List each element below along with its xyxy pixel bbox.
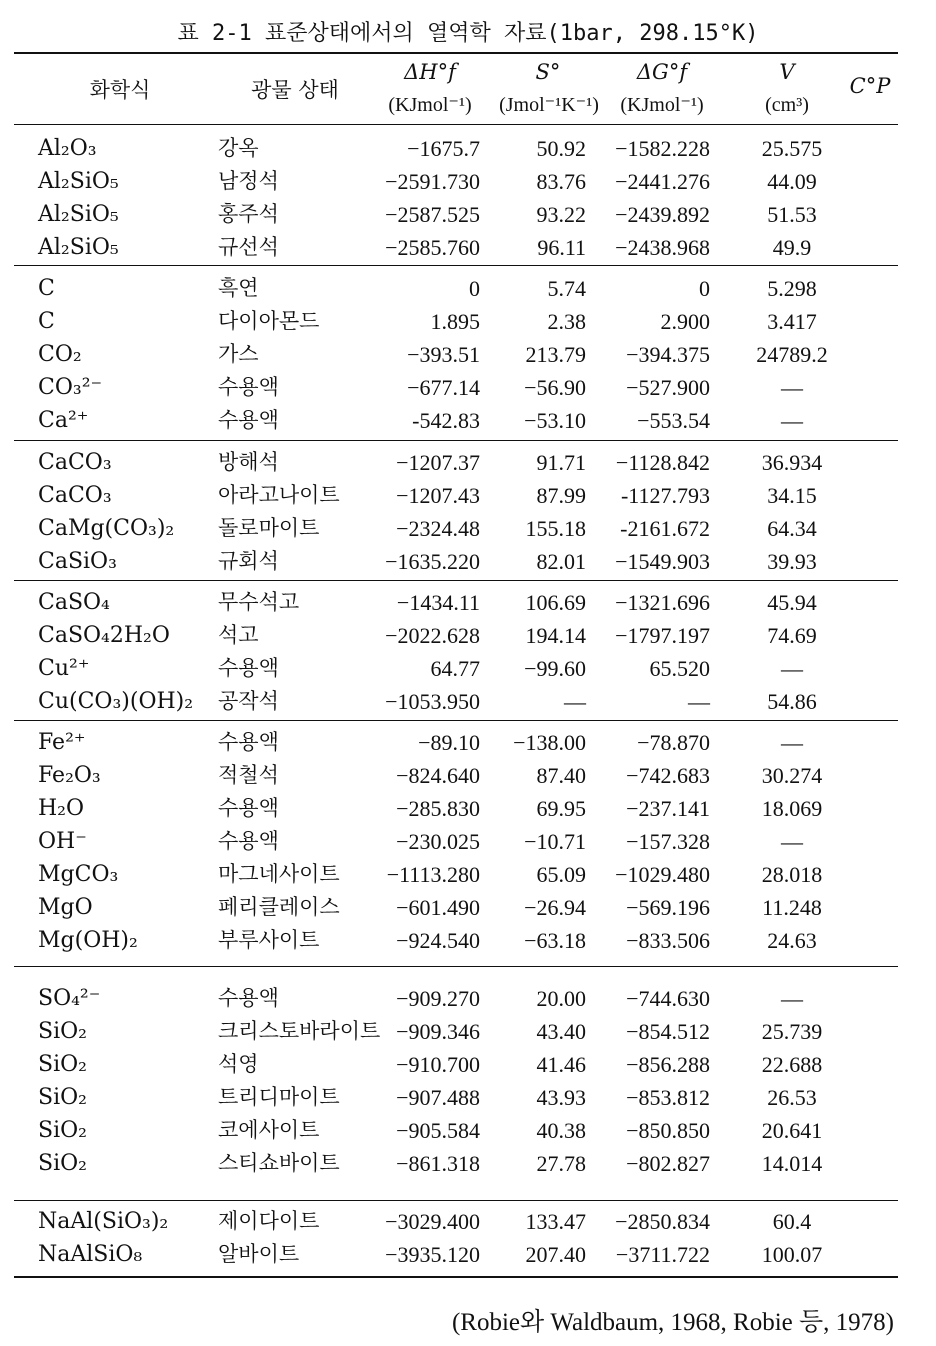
group-rule [14,966,898,967]
enthalpy-cell: −910.700 [396,1052,480,1077]
gibbs-cell: −2438.968 [615,235,710,260]
mineral-cell: 수용액 [218,796,279,820]
enthalpy-cell: −909.346 [396,1019,480,1044]
formula-cell: CaCO₃ [38,450,112,475]
entropy-cell: −26.94 [524,895,586,920]
group-rule [14,440,898,441]
enthalpy-cell: −677.14 [407,375,480,400]
header-dh-unit: (KJmol⁻¹) [388,94,472,116]
mineral-cell: 마그네사이트 [218,862,340,886]
formula-cell: SiO₂ [38,1118,87,1143]
formula-cell: Al₂O₃ [38,136,97,161]
gibbs-cell: −78.870 [637,730,710,755]
volume-cell: 45.94 [767,590,817,615]
header-v-unit: (cm³) [765,94,809,116]
volume-cell: 74.69 [767,623,817,648]
enthalpy-cell: −824.640 [396,763,480,788]
mineral-cell: 방해석 [218,450,279,474]
mineral-cell: 수용액 [218,986,279,1010]
volume-cell: 24.63 [767,928,817,953]
mineral-cell: 페리클레이스 [218,895,340,919]
volume-cell: 25.575 [761,136,823,161]
volume-cell: 24789.2 [756,342,828,367]
formula-cell: SiO₂ [38,1085,87,1110]
table-title: 표 2-1 표준상태에서의 열역학 자료(1bar, 298.15°K) [177,21,759,46]
group-rule [14,1200,898,1201]
gibbs-cell: 65.520 [649,656,710,681]
header-mineral: 광물 상태 [251,78,339,102]
header-s-unit: (Jmol⁻¹K⁻¹) [499,94,599,116]
enthalpy-cell: −393.51 [407,342,480,367]
formula-cell: MgO [38,895,93,920]
mineral-cell: 남정석 [218,169,279,193]
entropy-cell: −138.00 [513,730,586,755]
enthalpy-cell: −2591.730 [385,169,480,194]
volume-cell: 20.641 [761,1118,823,1143]
formula-cell: C [38,309,55,334]
mineral-cell: 규회석 [218,549,279,573]
header-dg: ΔG°f [636,60,688,84]
gibbs-cell: −1582.228 [615,136,710,161]
formula-cell: SiO₂ [38,1019,87,1044]
volume-cell: 11.248 [762,895,822,920]
gibbs-cell: −1797.197 [615,623,710,648]
mineral-cell: 트리디마이트 [218,1085,340,1109]
entropy-cell: 155.18 [525,516,586,541]
formula-cell: SiO₂ [38,1151,87,1176]
volume-cell: 22.688 [761,1052,823,1077]
gibbs-cell: −2850.834 [615,1209,710,1234]
mineral-cell: 석영 [218,1052,259,1076]
formula-cell: CaSO₄2H₂O [38,623,170,648]
formula-cell: Fe₂O₃ [38,763,101,788]
formula-cell: Al₂SiO₅ [38,235,119,260]
formula-cell: OH⁻ [38,829,87,854]
entropy-cell: 96.11 [537,235,586,260]
group-rule [14,580,898,581]
header-dh: ΔH°f [404,60,456,84]
entropy-cell: 213.79 [525,342,586,367]
mineral-cell: 다이아몬드 [218,309,320,333]
enthalpy-cell: 0 [469,276,480,301]
formula-cell: Cu²⁺ [38,656,90,681]
mineral-cell: 홍주석 [218,202,279,226]
formula-cell: CO₂ [38,342,82,367]
volume-cell: 3.417 [767,309,817,334]
formula-cell: NaAlSiO₈ [38,1242,143,1267]
gibbs-cell: −1128.842 [615,450,710,475]
enthalpy-cell: −909.270 [396,986,480,1011]
entropy-cell: 43.40 [536,1019,586,1044]
volume-cell: — [781,375,803,400]
volume-cell: 60.4 [772,1209,812,1234]
gibbs-cell: −802.827 [626,1151,710,1176]
mineral-cell: 수용액 [218,829,279,853]
enthalpy-cell: −1207.37 [396,450,480,475]
formula-cell: C [38,276,55,301]
entropy-cell: 87.99 [536,483,586,508]
volume-cell: 100.07 [761,1242,823,1267]
volume-cell: 36.934 [761,450,823,475]
header-v: V [779,60,795,84]
gibbs-cell: −833.506 [626,928,710,953]
gibbs-cell: −744.630 [626,986,710,1011]
enthalpy-cell: −2585.760 [385,235,480,260]
formula-cell: H₂O [38,796,85,821]
enthalpy-cell: 1.895 [430,309,480,334]
header-rule [14,124,898,125]
enthalpy-cell: −905.584 [396,1118,480,1143]
gibbs-cell: −527.900 [626,375,710,400]
gibbs-cell: −2439.892 [615,202,710,227]
entropy-cell: 207.40 [525,1242,586,1267]
gibbs-cell: — [688,689,710,714]
formula-cell: Al₂SiO₅ [38,202,119,227]
group-rule [14,265,898,266]
mineral-cell: 석고 [218,623,259,647]
entropy-cell: 82.01 [536,549,586,574]
source-citation: (Robie와 Waldbaum, 1968, Robie 등, 1978) [451,1309,894,1336]
mineral-cell: 규선석 [218,235,279,259]
volume-cell: 30.274 [761,763,823,788]
gibbs-cell: −853.812 [626,1085,710,1110]
volume-cell: 26.53 [767,1085,817,1110]
enthalpy-cell: −1053.950 [385,689,480,714]
entropy-cell: — [564,689,586,714]
entropy-cell: −10.71 [524,829,586,854]
enthalpy-cell: −285.830 [396,796,480,821]
formula-cell: Al₂SiO₅ [38,169,119,194]
formula-cell: SO₄²⁻ [38,986,101,1011]
gibbs-cell: −854.512 [626,1019,710,1044]
gibbs-cell: −3711.722 [615,1242,710,1267]
gibbs-cell: -1127.793 [620,483,710,508]
enthalpy-cell: 64.77 [430,656,480,681]
entropy-cell: 5.74 [547,276,586,301]
entropy-cell: 65.09 [536,862,586,887]
mineral-cell: 무수석고 [218,590,300,614]
enthalpy-cell: −2587.525 [385,202,480,227]
enthalpy-cell: −1434.11 [396,590,480,615]
entropy-cell: 133.47 [525,1209,586,1234]
mineral-cell: 적철석 [218,763,279,787]
group-rule [14,720,898,721]
formula-cell: SiO₂ [38,1052,87,1077]
enthalpy-cell: −861.318 [396,1151,480,1176]
enthalpy-cell: −907.488 [396,1085,480,1110]
enthalpy-cell: −3935.120 [385,1242,480,1267]
volume-cell: — [781,986,803,1011]
formula-cell: Mg(OH)₂ [38,928,138,953]
entropy-cell: 43.93 [536,1085,586,1110]
entropy-cell: 40.38 [536,1118,586,1143]
enthalpy-cell: −924.540 [396,928,480,953]
volume-cell: 5.298 [767,276,817,301]
volume-cell: 34.15 [767,483,817,508]
volume-cell: 44.09 [767,169,817,194]
header-cp: C°P [849,74,891,98]
mineral-cell: 수용액 [218,375,279,399]
volume-cell: — [781,829,803,854]
gibbs-cell: −856.288 [626,1052,710,1077]
entropy-cell: 194.14 [525,623,586,648]
formula-cell: Cu(CO₃)(OH)₂ [38,689,194,714]
mineral-cell: 제이다이트 [218,1209,320,1233]
formula-cell: CaSiO₃ [38,549,117,574]
mineral-cell: 수용액 [218,408,279,432]
gibbs-cell: −569.196 [626,895,710,920]
formula-cell: NaAl(SiO₃)₂ [38,1209,169,1234]
mineral-cell: 강옥 [218,136,259,160]
gibbs-cell: −394.375 [626,342,710,367]
formula-cell: Fe²⁺ [38,730,86,755]
mineral-cell: 공작석 [218,689,279,713]
entropy-cell: 20.00 [536,986,586,1011]
volume-cell: 49.9 [772,235,812,260]
gibbs-cell: -2161.672 [620,516,710,541]
formula-cell: CO₃²⁻ [38,375,103,400]
entropy-cell: 87.40 [536,763,586,788]
volume-cell: 25.739 [761,1019,823,1044]
enthalpy-cell: −601.490 [396,895,480,920]
mineral-cell: 아라고나이트 [218,483,340,507]
mineral-cell: 흑연 [218,276,259,300]
gibbs-cell: −1321.696 [615,590,710,615]
entropy-cell: 93.22 [536,202,586,227]
formula-cell: CaCO₃ [38,483,112,508]
mineral-cell: 알바이트 [218,1242,300,1266]
entropy-cell: −63.18 [524,928,586,953]
entropy-cell: −53.10 [524,408,586,433]
mineral-cell: 돌로마이트 [218,516,320,540]
volume-cell: — [781,408,803,433]
mineral-cell: 코에사이트 [218,1118,320,1142]
volume-cell: 18.069 [761,796,823,821]
header-dg-unit: (KJmol⁻¹) [620,94,704,116]
top-rule [14,52,898,54]
entropy-cell: 41.46 [536,1052,586,1077]
gibbs-cell: −1029.480 [615,862,710,887]
header-s: S° [535,60,561,84]
volume-cell: — [781,730,803,755]
gibbs-cell: −850.850 [626,1118,710,1143]
entropy-cell: 83.76 [536,169,586,194]
gibbs-cell: −2441.276 [615,169,710,194]
enthalpy-cell: −230.025 [396,829,480,854]
entropy-cell: 2.38 [547,309,586,334]
entropy-cell: −56.90 [524,375,586,400]
enthalpy-cell: -542.83 [412,408,480,433]
entropy-cell: 106.69 [525,590,586,615]
header-formula: 화학식 [89,78,151,102]
mineral-cell: 수용액 [218,656,279,680]
mineral-cell: 부루사이트 [218,928,320,952]
gibbs-cell: −237.141 [626,796,710,821]
volume-cell: 64.34 [767,516,817,541]
enthalpy-cell: −1113.280 [386,862,480,887]
entropy-cell: 27.78 [536,1151,586,1176]
volume-cell: 39.93 [767,549,817,574]
enthalpy-cell: −2324.48 [396,516,480,541]
entropy-cell: −99.60 [524,656,586,681]
volume-cell: 51.53 [767,202,817,227]
mineral-cell: 스티쇼바이트 [218,1151,340,1175]
gibbs-cell: 0 [699,276,710,301]
entropy-cell: 69.95 [536,796,586,821]
entropy-cell: 91.71 [536,450,586,475]
formula-cell: CaSO₄ [38,590,110,615]
enthalpy-cell: −1635.220 [385,549,480,574]
gibbs-cell: 2.900 [660,309,710,334]
enthalpy-cell: −1675.7 [407,136,480,161]
mineral-cell: 크리스토바라이트 [218,1019,381,1043]
volume-cell: 28.018 [761,862,823,887]
enthalpy-cell: −1207.43 [396,483,480,508]
mineral-cell: 가스 [218,342,259,366]
enthalpy-cell: −89.10 [418,730,480,755]
bottom-rule [14,1276,898,1278]
gibbs-cell: −157.328 [626,829,710,854]
entropy-cell: 50.92 [536,136,586,161]
enthalpy-cell: −3029.400 [385,1209,480,1234]
volume-cell: — [781,656,803,681]
formula-cell: MgCO₃ [38,862,119,887]
mineral-cell: 수용액 [218,730,279,754]
gibbs-cell: −553.54 [637,408,710,433]
formula-cell: CaMg(CO₃)₂ [38,516,175,541]
volume-cell: 54.86 [767,689,817,714]
enthalpy-cell: −2022.628 [385,623,480,648]
gibbs-cell: −742.683 [626,763,710,788]
formula-cell: Ca²⁺ [38,408,89,433]
gibbs-cell: −1549.903 [615,549,710,574]
volume-cell: 14.014 [761,1151,823,1176]
